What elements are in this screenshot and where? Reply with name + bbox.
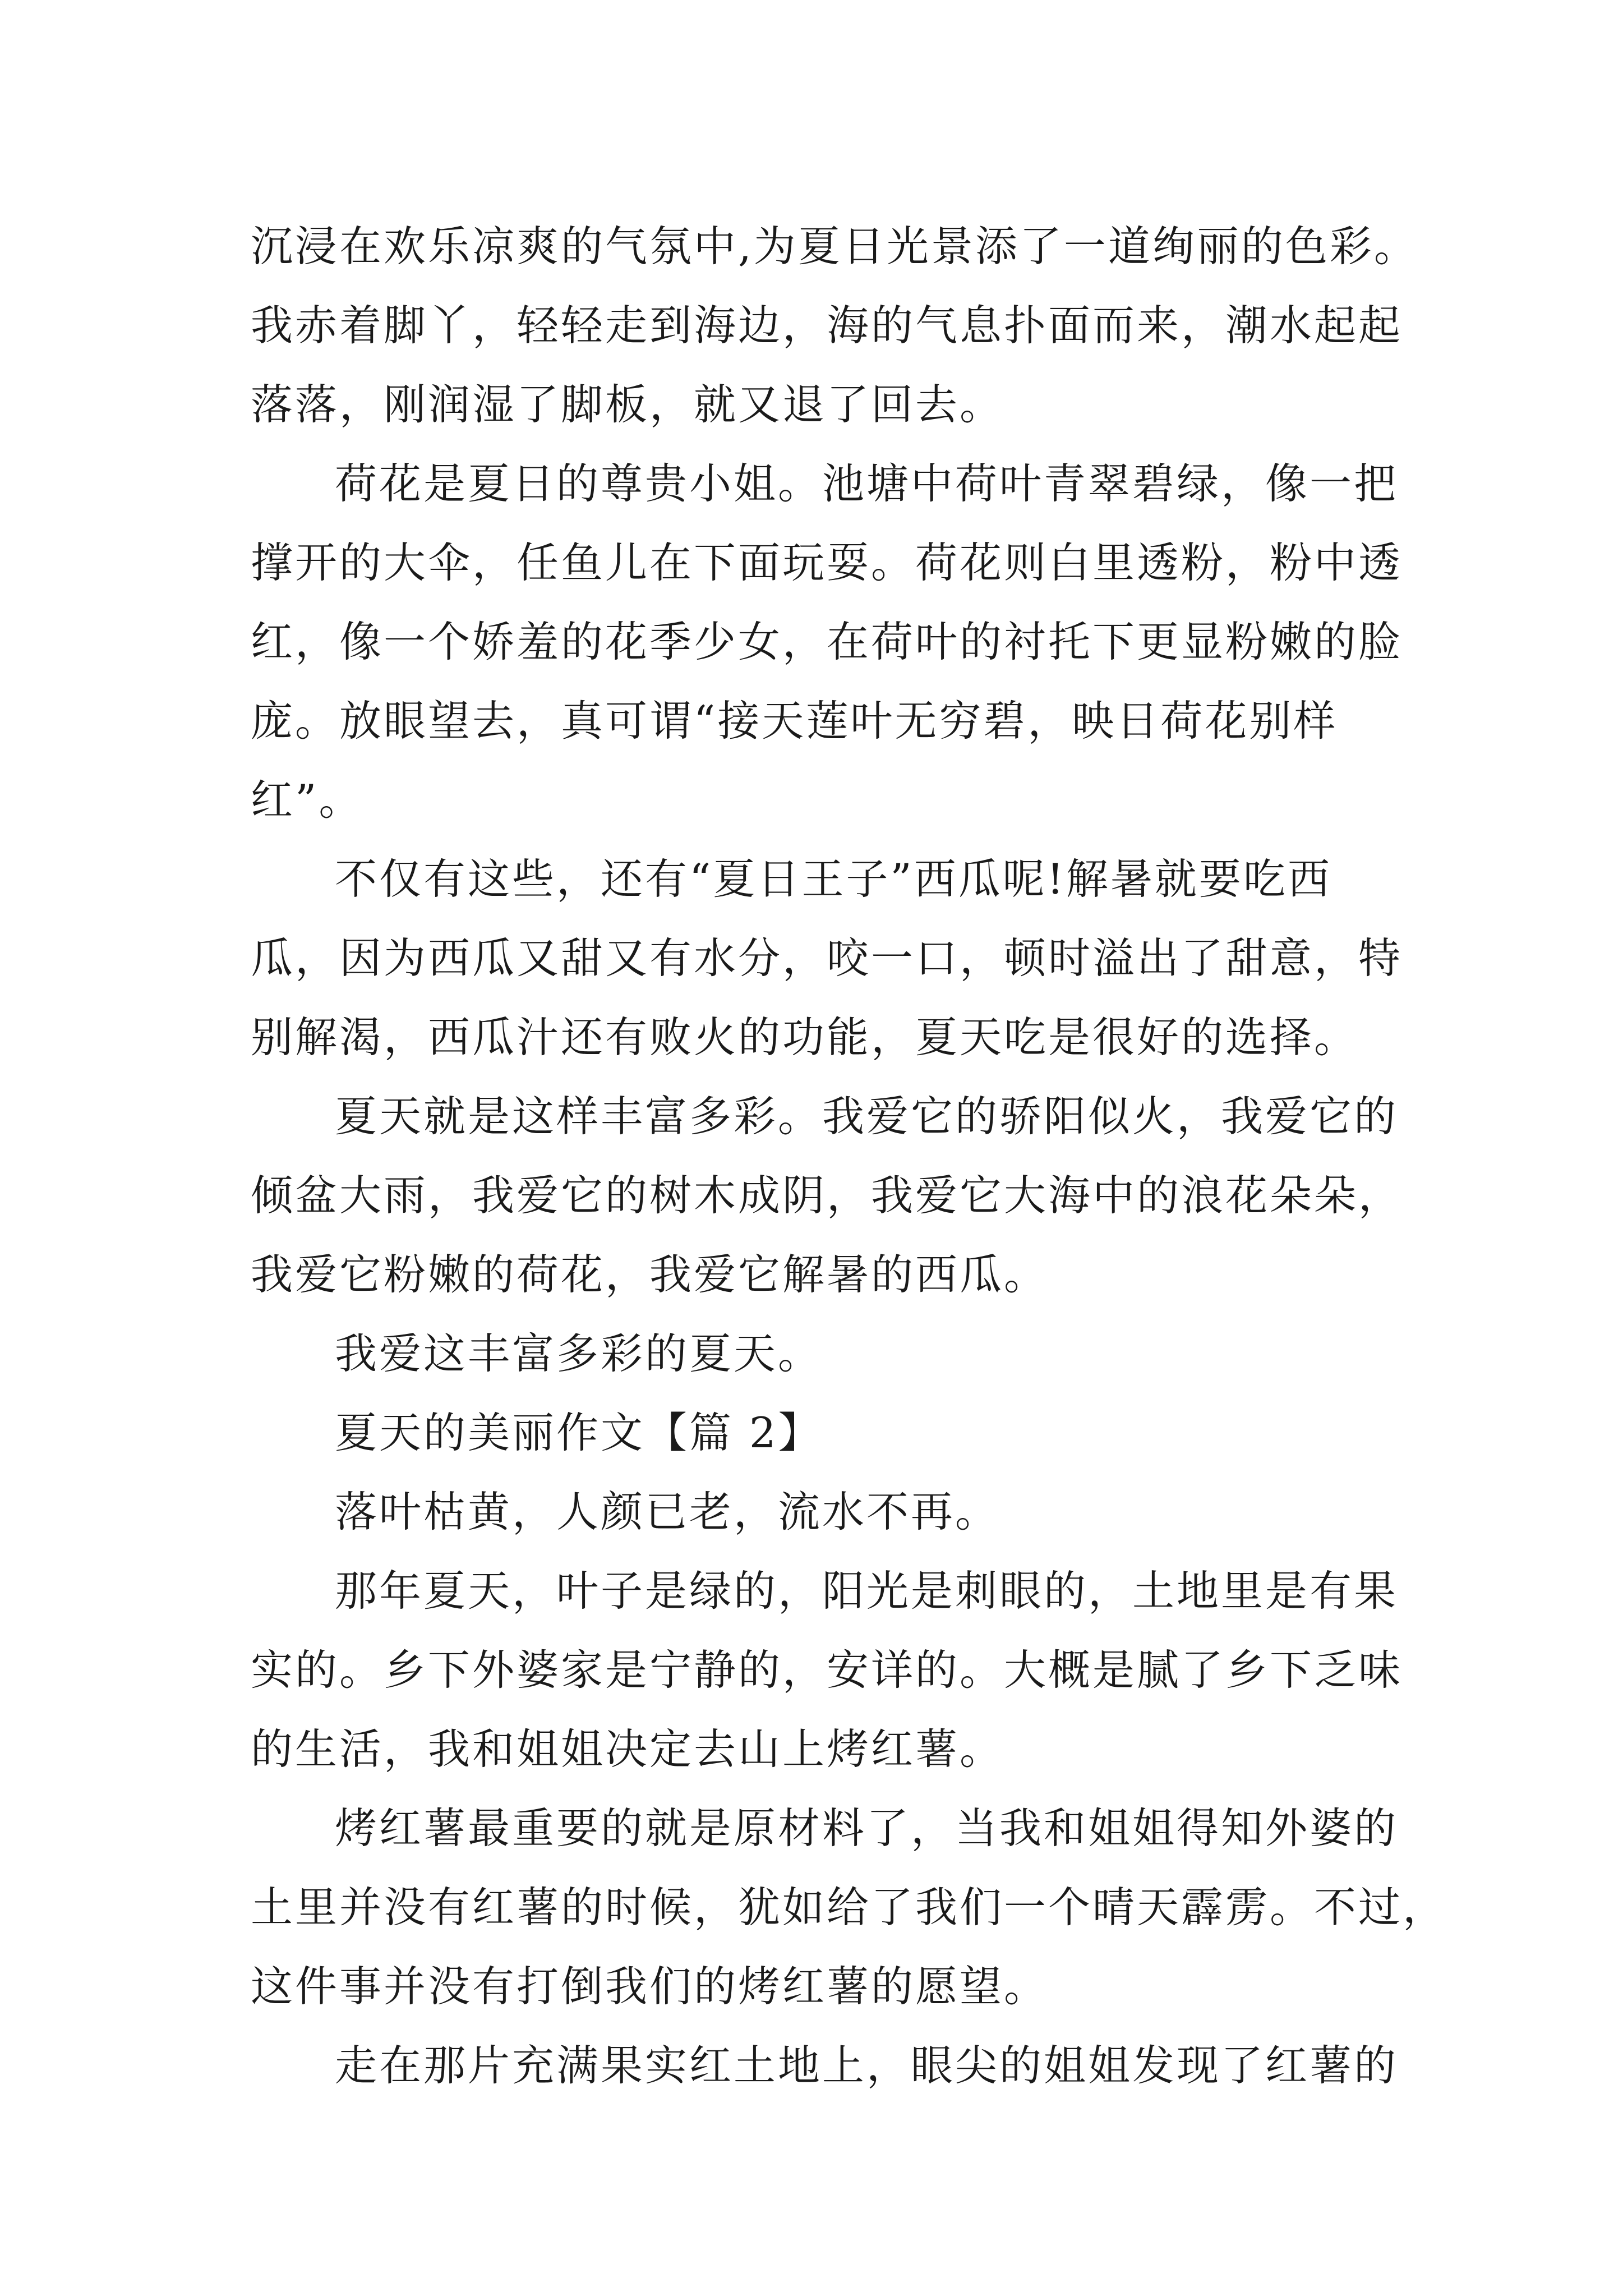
- section-heading: 夏天的美丽作文【篇 2】: [335, 1408, 823, 1457]
- text-line: 我赤着脚丫，轻轻走到海边，海的气息扑面而来，潮水起起: [251, 301, 1403, 350]
- text-line: 荷花是夏日的尊贵小姐。池塘中荷叶青翠碧绿，像一把: [335, 459, 1399, 508]
- text-line: 倾盆大雨，我爱它的树木成阴，我爱它大海中的浪花朵朵，: [251, 1171, 1403, 1220]
- text-line: 别解渴，西瓜汁还有败火的功能，夏天吃是很好的选择。: [251, 1013, 1359, 1062]
- text-line: 红”。: [251, 775, 363, 825]
- text-line: 瓜，因为西瓜又甜又有水分，咬一口，顿时溢出了甜意，特: [251, 933, 1403, 983]
- text-line: 夏天就是这样丰富多彩。我爱它的骄阳似火，我爱它的: [335, 1092, 1399, 1141]
- text-line: 落落，刚润湿了脚板，就又退了回去。: [251, 380, 1004, 429]
- text-line: 烤红薯最重要的就是原材料了，当我和姐姐得知外婆的: [335, 1803, 1399, 1853]
- text-line: 沉浸在欢乐凉爽的气氛中,为夏日光景添了一道绚丽的色彩。: [251, 222, 1418, 271]
- text-line: 我爱这丰富多彩的夏天。: [335, 1329, 823, 1378]
- text-line: 这件事并没有打倒我们的烤红薯的愿望。: [251, 1962, 1049, 2011]
- text-line: 走在那片充满果实红土地上，眼尖的姐姐发现了红薯的: [335, 2041, 1399, 2090]
- text-line: 那年夏天，叶子是绿的，阳光是刺眼的，土地里是有果: [335, 1566, 1399, 1616]
- text-line: 撑开的大伞，任鱼儿在下面玩耍。荷花则白里透粉，粉中透: [251, 538, 1403, 587]
- text-line: 土里并没有红薯的时候，犹如给了我们一个晴天霹雳。不过，: [251, 1883, 1447, 1932]
- text-line: 庞。放眼望去，真可谓“接天莲叶无穷碧，映日荷花别样: [251, 696, 1338, 746]
- body-text: [251, 207, 1447, 2105]
- text-line: 红，像一个娇羞的花季少女，在荷叶的衬托下更显粉嫩的脸: [251, 617, 1403, 666]
- text-line: 我爱它粉嫩的荷花，我爱它解暑的西瓜。: [251, 1250, 1049, 1299]
- text-line: 的生活，我和姐姐决定去山上烤红薯。: [251, 1724, 1004, 1774]
- text-line: 落叶枯黄，人颜已老，流水不再。: [335, 1487, 1000, 1536]
- text-line: 不仅有这些，还有“夏日王子”西瓜呢!解暑就要吃西: [335, 854, 1332, 904]
- text-line: 实的。乡下外婆家是宁静的，安详的。大概是腻了乡下乏味: [251, 1645, 1403, 1695]
